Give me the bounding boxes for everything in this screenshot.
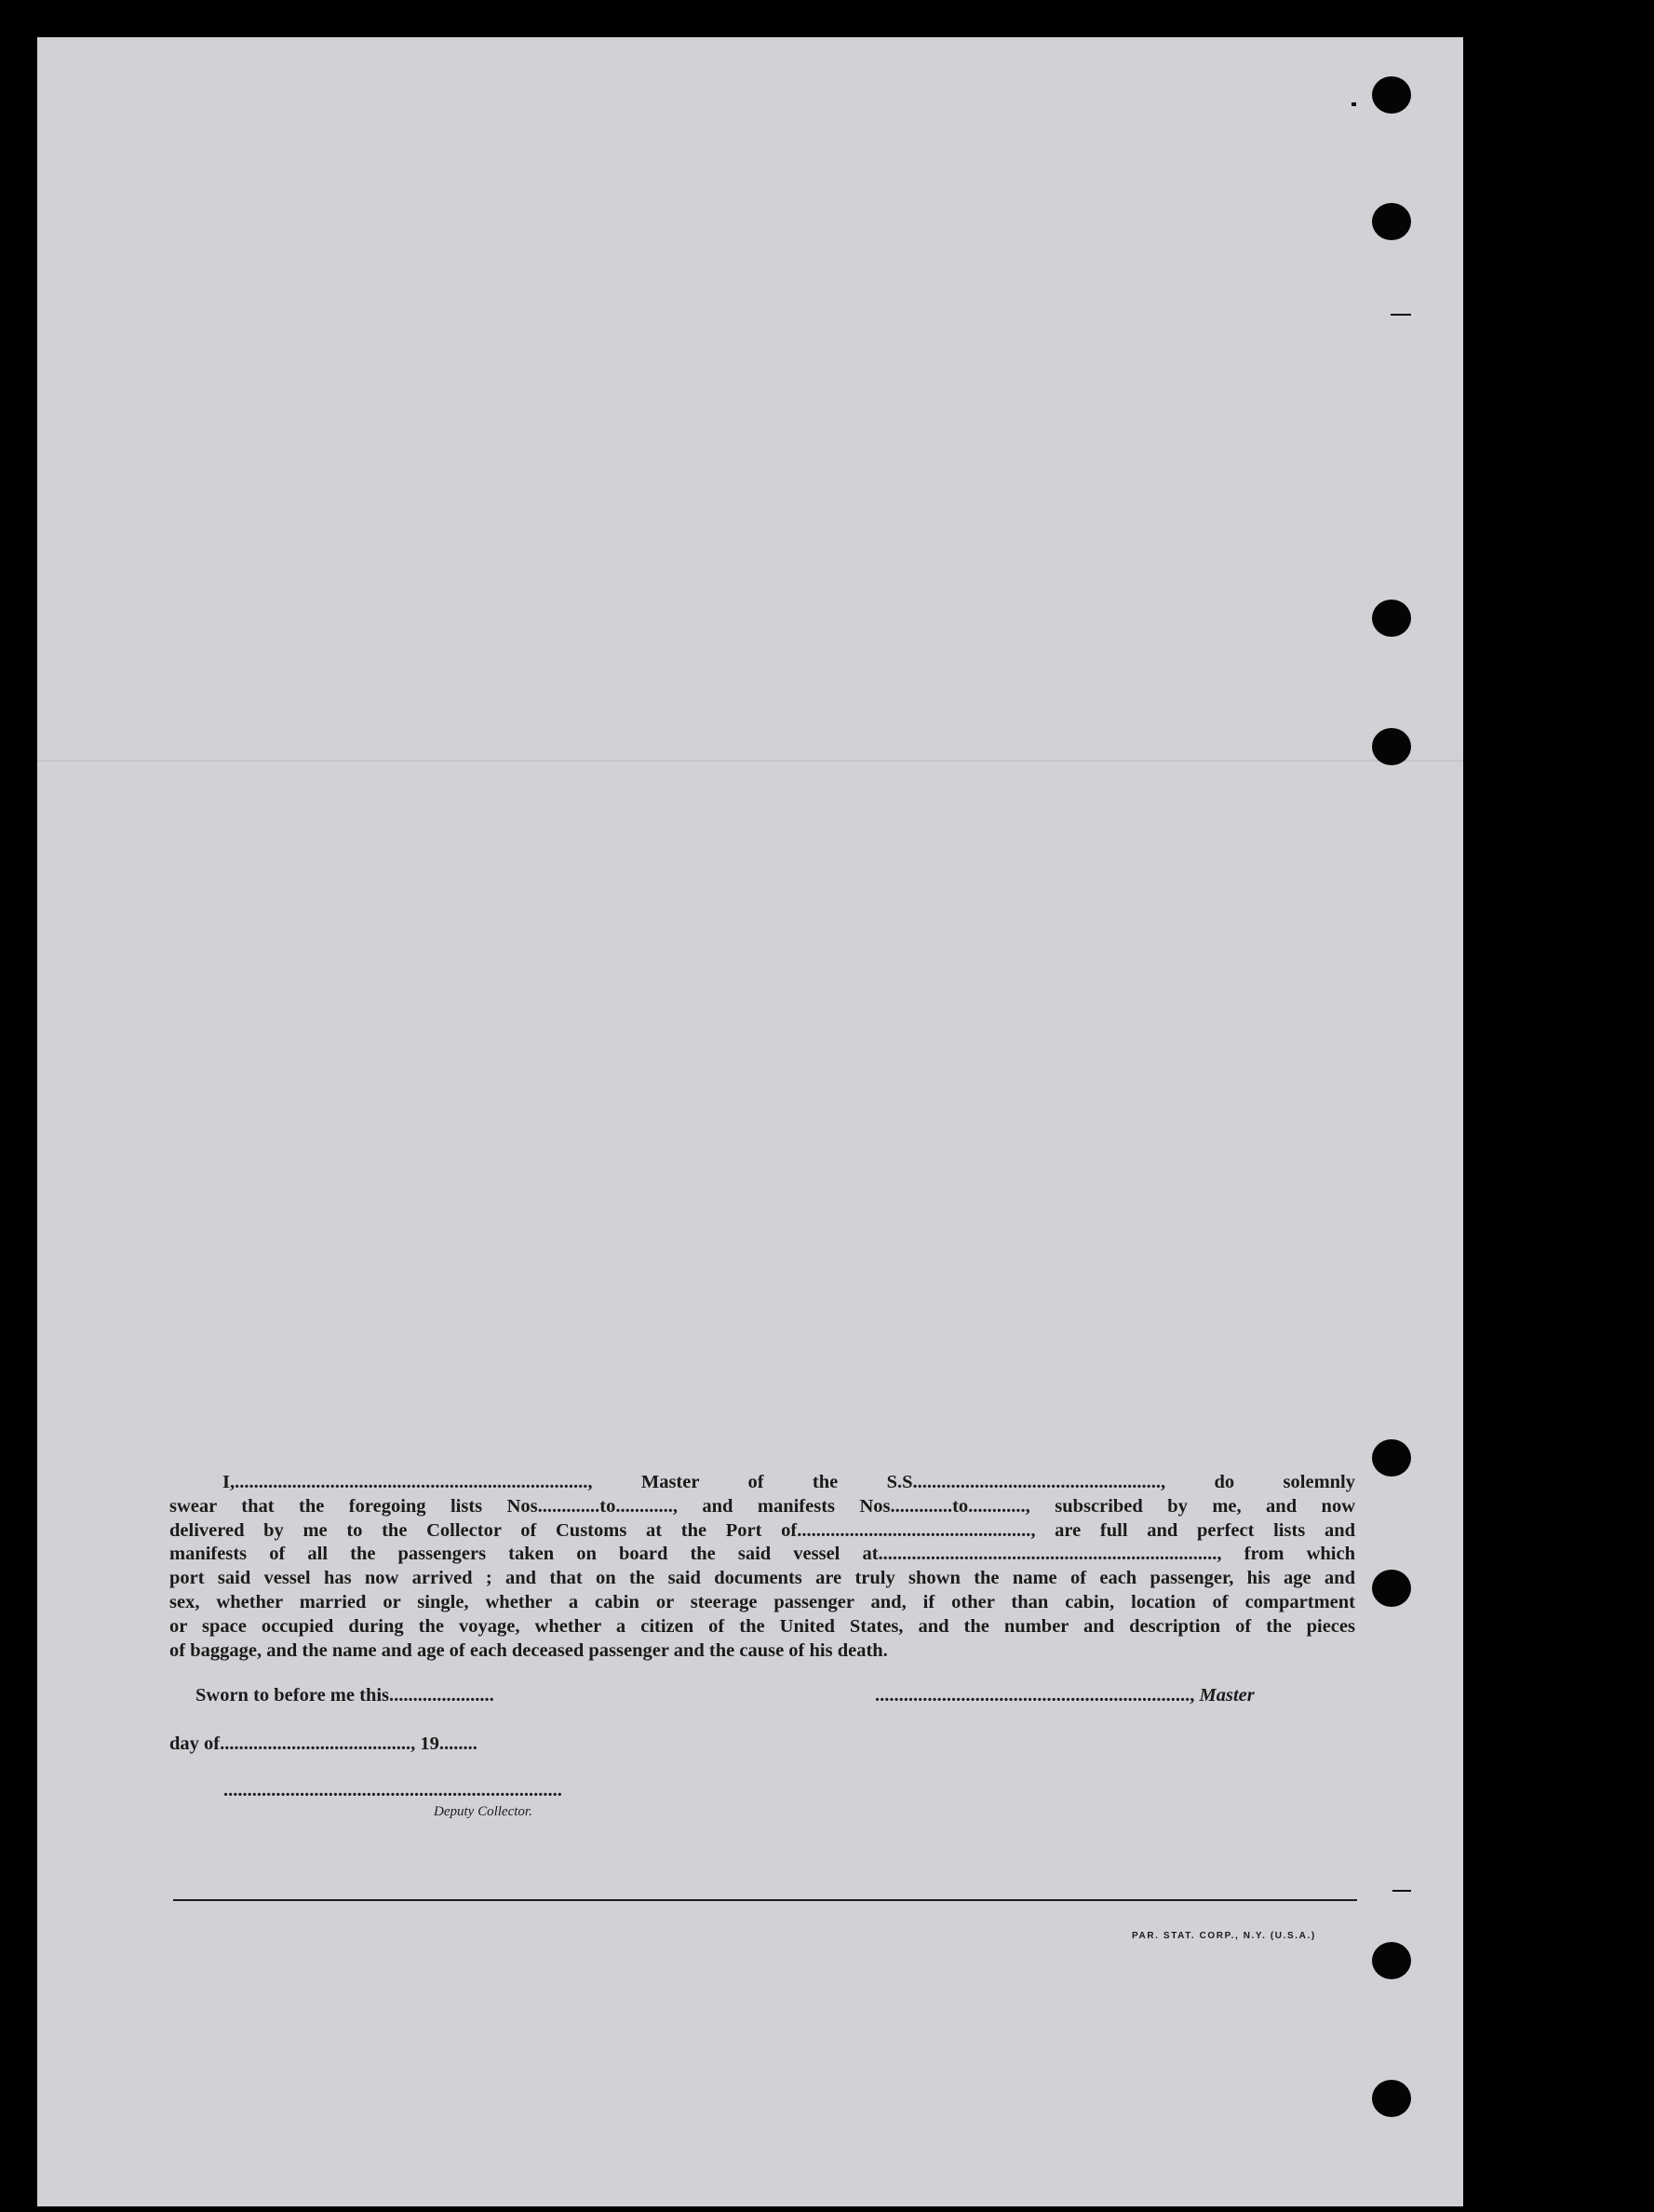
oath-line: delivered by me to the Collector of Customs at the Port of................................................., are full and perfect lists and [169,1519,1355,1541]
margin-mark [1391,314,1411,316]
master-label: Master [1199,1685,1255,1706]
binder-hole-2 [1372,203,1411,240]
oath-line: manifests of all the passengers taken on board the said vessel at......................................................................., from which [169,1544,1355,1565]
binder-hole-1 [1372,76,1411,114]
printer-imprint: PAR. STAT. CORP., N.Y. (U.S.A.) [1132,1931,1316,1941]
binder-hole-4 [1372,728,1411,765]
oath-line: of baggage, and the name and age of each deceased passenger and the cause of his death. [169,1639,888,1661]
fold-crease [37,760,1463,762]
day-of-line: day of........................................, 19........ [169,1733,477,1754]
master-signature-line [875,1685,1255,1706]
binder-hole-7 [1372,1942,1411,1979]
sworn-before-line: Sworn to before me this...................... [195,1685,494,1706]
binder-hole-6 [1372,1570,1411,1607]
horizontal-rule [173,1899,1357,1901]
binder-hole-8 [1372,2080,1411,2117]
oath-line: I,.........................................................................., Master of the S.S...................................................., do solemnly [222,1472,1355,1492]
oath-line: sex, whether married or single, whether a cabin or steerage passenger and, if other than cabin, location of compartment [169,1591,1355,1612]
deputy-collector-caption: Deputy Collector. [434,1804,532,1819]
margin-mark [1351,102,1356,106]
margin-mark [1392,1890,1411,1892]
oath-line: or space occupied during the voyage, whether a citizen of the United States, and the number and description of the pieces [169,1615,1355,1637]
binder-hole-3 [1372,600,1411,637]
document-page [37,37,1463,2206]
master-oath-paragraph [169,1471,1355,1663]
oath-line: port said vessel has now arrived ; and that on the said documents are truly shown the name of each passenger, his age and [169,1568,1355,1589]
deputy-collector-signature-line: ....................................................................... [223,1780,562,1801]
oath-line: swear that the foregoing lists Nos.............to............, and manifests Nos.............to............, subscribed by me, and now [169,1495,1355,1517]
binder-hole-5 [1372,1439,1411,1477]
master-signature-blank: .................................................................., [875,1685,1195,1706]
